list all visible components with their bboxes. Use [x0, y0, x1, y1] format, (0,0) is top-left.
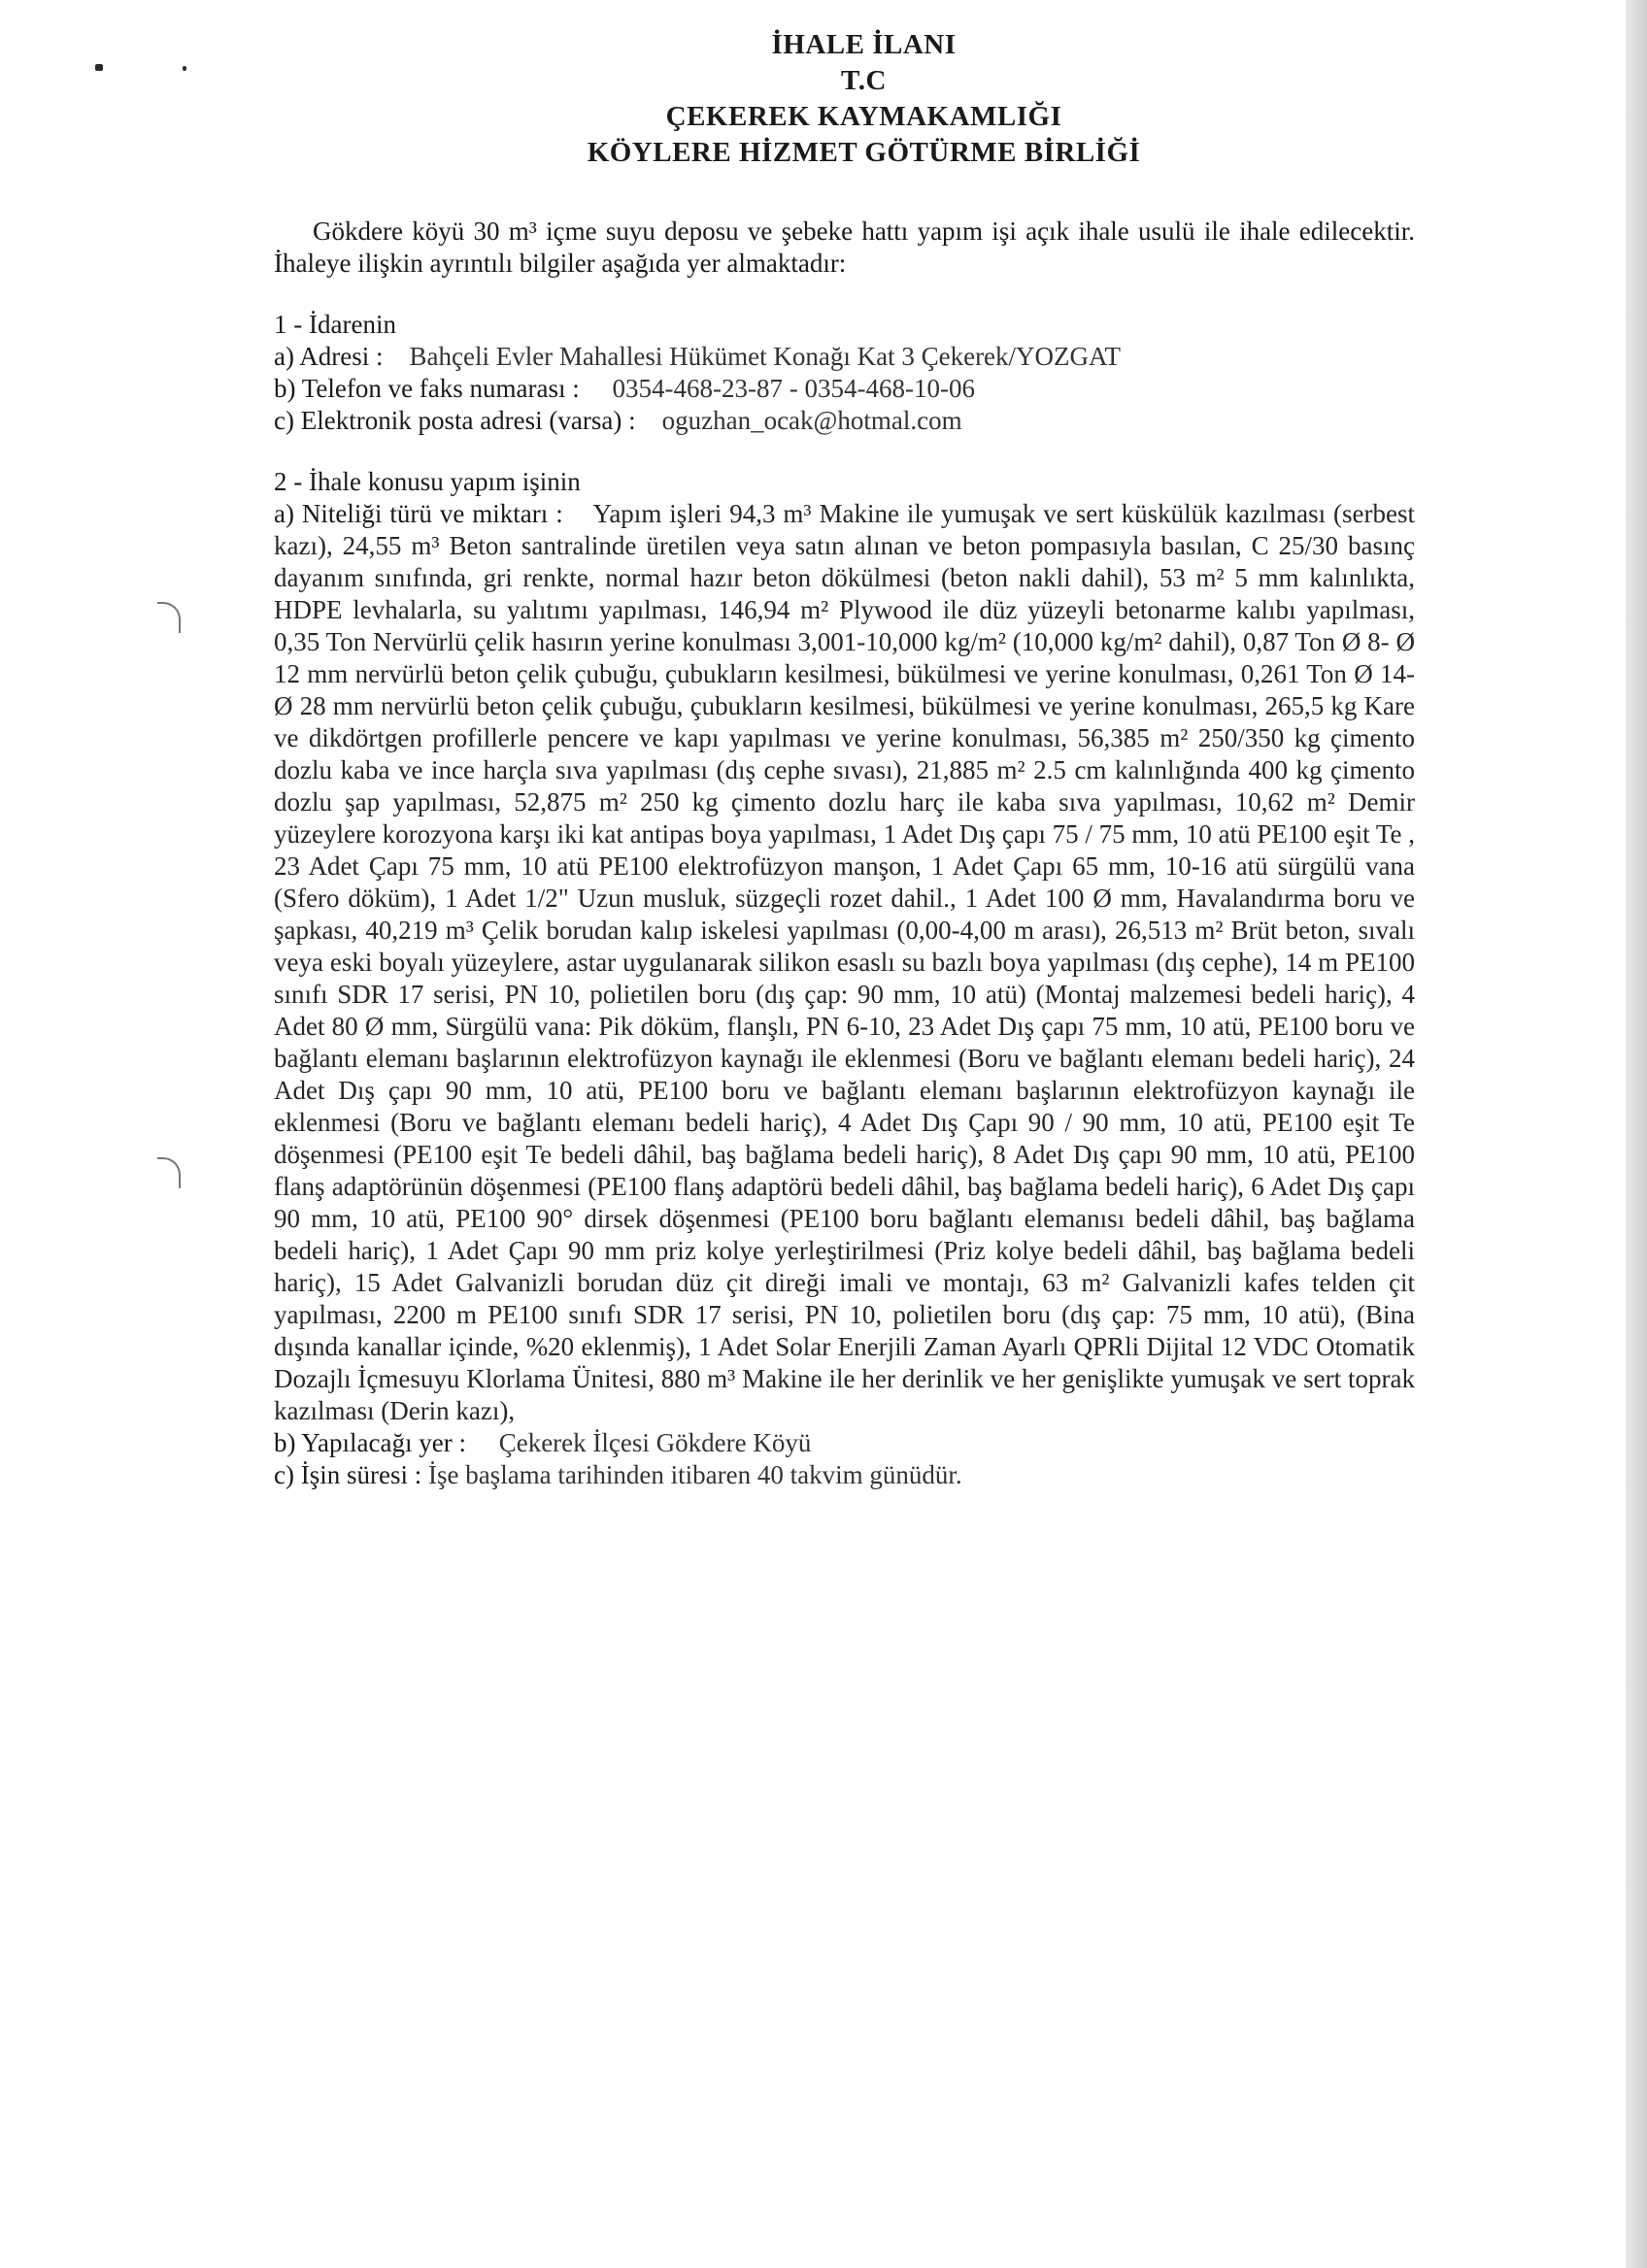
- location-value: Çekerek İlçesi Gökdere Köyü: [498, 1428, 812, 1457]
- duration-value: İşe başlama tarihinden itibaren 40 takvim günüdür.: [427, 1460, 962, 1489]
- title-line: T.C: [841, 65, 887, 96]
- section-work-subject: [274, 466, 1415, 1491]
- phone-value: 0354-468-23-87 - 0354-468-10-06: [612, 374, 975, 403]
- duration-row: [274, 1459, 1415, 1491]
- location-row: [274, 1427, 1415, 1459]
- email-label: c) Elektronik posta adresi (varsa) :: [274, 406, 636, 435]
- tender-notice-document: [274, 27, 1415, 1491]
- document-title: [313, 27, 1415, 171]
- section-heading: 2 - İhale konusu yapım işinin: [274, 467, 581, 496]
- scan-artifact: [157, 1157, 181, 1188]
- email-value: oguzhan_ocak@hotmal.com: [661, 406, 962, 435]
- scan-dot: [95, 64, 103, 71]
- intro-paragraph: Gökdere köyü 30 m³ içme suyu deposu ve şebeke hattı yapım işi açık ihale usulü ile ihale edilecektir. İhaleye ilişkin ayrıntılı bilgiler aşağıda yer almaktadır:: [274, 217, 1415, 278]
- scan-artifact: [157, 602, 181, 633]
- address-row: [274, 341, 1415, 373]
- email-row: [274, 405, 1415, 437]
- address-value: Bahçeli Evler Mahallesi Hükümet Konağı Kat 3 Çekerek/YOZGAT: [409, 342, 1122, 371]
- nature-label: a) Niteliği türü ve miktarı :: [274, 499, 563, 528]
- title-line: KÖYLERE HİZMET GÖTÜRME BİRLİĞİ: [587, 137, 1141, 168]
- scan-dot: [183, 66, 186, 71]
- phone-row: [274, 373, 1415, 405]
- address-label: a) Adresi :: [274, 342, 384, 371]
- duration-label: c) İşin süresi :: [274, 1460, 422, 1489]
- scan-page-edge: [1626, 0, 1647, 2268]
- section-heading: 1 - İdarenin: [274, 310, 396, 339]
- location-label: b) Yapılacağı yer :: [274, 1428, 466, 1457]
- title-line: ÇEKEREK KAYMAKAMLIĞI: [665, 101, 1062, 132]
- work-nature-paragraph: [274, 498, 1415, 1427]
- title-line: İHALE İLANI: [771, 29, 957, 60]
- phone-label: b) Telefon ve faks numarası :: [274, 374, 580, 403]
- section-administration: [274, 309, 1415, 437]
- nature-value: Yapım işleri 94,3 m³ Makine ile yumuşak ve sert küskülük kazılması (serbest kazı), 24,55 m³ Beton santralinde üretilen veya satın alınan ve beton pompasıyla basılan, C 25/30 basınç dayanım sınıfında, gri renkte, normal hazır beton dökülmesi (beton nakli dahil), 53 m² 5 mm kalınlıkta, HDPE levhalarla, su yalıtımı yapılması, 146,94 m² Plywood ile düz yüzeyli betonarme kalıbı yapılması, 0,35 Ton Nervürlü çelik hasırın yerine konulması 3,001-10,000 kg/m² (10,000 kg/m² dahil), 0,87 Ton Ø 8- Ø 12 mm nervürlü beton çelik çubuğu, çubukların kesilmesi, bükülmesi ve yerine konulması, 0,261 Ton Ø 14- Ø 28 mm nervürlü beton çelik çubuğu, çubukların kesilmesi, bükülmesi ve yerine konulması, 265,5 kg Kare ve dikdörtgen profillerle pencere ve kapı yapılması ve yerine konulması, 56,385 m² 250/350 kg çimento dozlu kaba ve ince harçla sıva yapılması (dış cephe sıvası), 21,885 m² 2.5 cm kalınlığında 400 kg çimento dozlu şap yapılması, 52,875 m² 250 kg çimento dozlu harç ile kaba sıva yapılması, 10,62 m² Demir yüzeylere korozyona karşı iki kat antipas boya yapılması, 1 Adet Dış çapı 75 / 75 mm, 10 atü PE100 eşit Te , 23 Adet Çapı 75 mm, 10 atü PE100 elektrofüzyon manşon, 1 Adet Çapı 65 mm, 10-16 atü sürgülü vana (Sfero döküm), 1 Adet 1/2" Uzun musluk, süzgeçli rozet dahil., 1 Adet 100 Ø mm, Havalandırma boru ve şapkası, 40,219 m³ Çelik borudan kalıp iskelesi yapılması (0,00-4,00 m arası), 26,513 m² Brüt beton, sıvalı veya eski boyalı yüzeylere, astar uygulanarak silikon esaslı su bazlı boya yapılması (dış cephe), 14 m PE100 sınıfı SDR 17 serisi, PN 10, polietilen boru (dış çap: 90 mm, 10 atü) (Montaj malzemesi bedeli hariç), 4 Adet 80 Ø mm, Sürgülü vana: Pik döküm, flanşlı, PN 6-10, 23 Adet Dış çapı 75 mm, 10 atü, PE100 boru ve bağlantı elemanı başlarının elektrofüzyon kaynağı ile eklenmesi (Boru ve bağlantı elemanı bedeli hariç), 24 Adet Dış çapı 90 mm, 10 atü, PE100 boru ve bağlantı elemanı başlarının elektrofüzyon kaynağı ile eklenmesi (Boru ve bağlantı elemanı bedeli hariç), 4 Adet Dış Çapı 90 / 90 mm, 10 atü, PE100 eşit Te döşenmesi (PE100 eşit Te bedeli dâhil, baş bağlama bedeli hariç), 8 Adet Dış çapı 90 mm, 10 atü, PE100 flanş adaptörünün döşenmesi (PE100 flanş adaptörü bedeli dâhil, baş bağlama bedeli hariç), 6 Adet Dış çapı 90 mm, 10 atü, PE100 90° dirsek döşenmesi (PE100 boru bağlantı elemanısı bedeli dâhil, baş bağlama bedeli hariç), 1 Adet Çapı 90 mm priz kolye yerleştirilmesi (Priz kolye bedeli dâhil, baş bağlama bedeli hariç), 15 Adet Galvanizli borudan düz çit direği imali ve montajı, 63 m² Galvanizli kafes telden çit yapılması, 2200 m PE100 sınıfı SDR 17 serisi, PN 10, polietilen boru (dış çap: 75 mm, 10 atü), (Bina dışında kanallar içinde, %20 eklenmiş), 1 Adet Solar Enerjili Zaman Ayarlı QPRli Dijital 12 VDC Otomatik Dozajlı İçmesuyu Klorlama Ünitesi, 880 m³ Makine ile her derinlik ve her genişlikte yumuşak ve sert toprak kazılması (Derin kazı),: [274, 499, 1416, 1425]
